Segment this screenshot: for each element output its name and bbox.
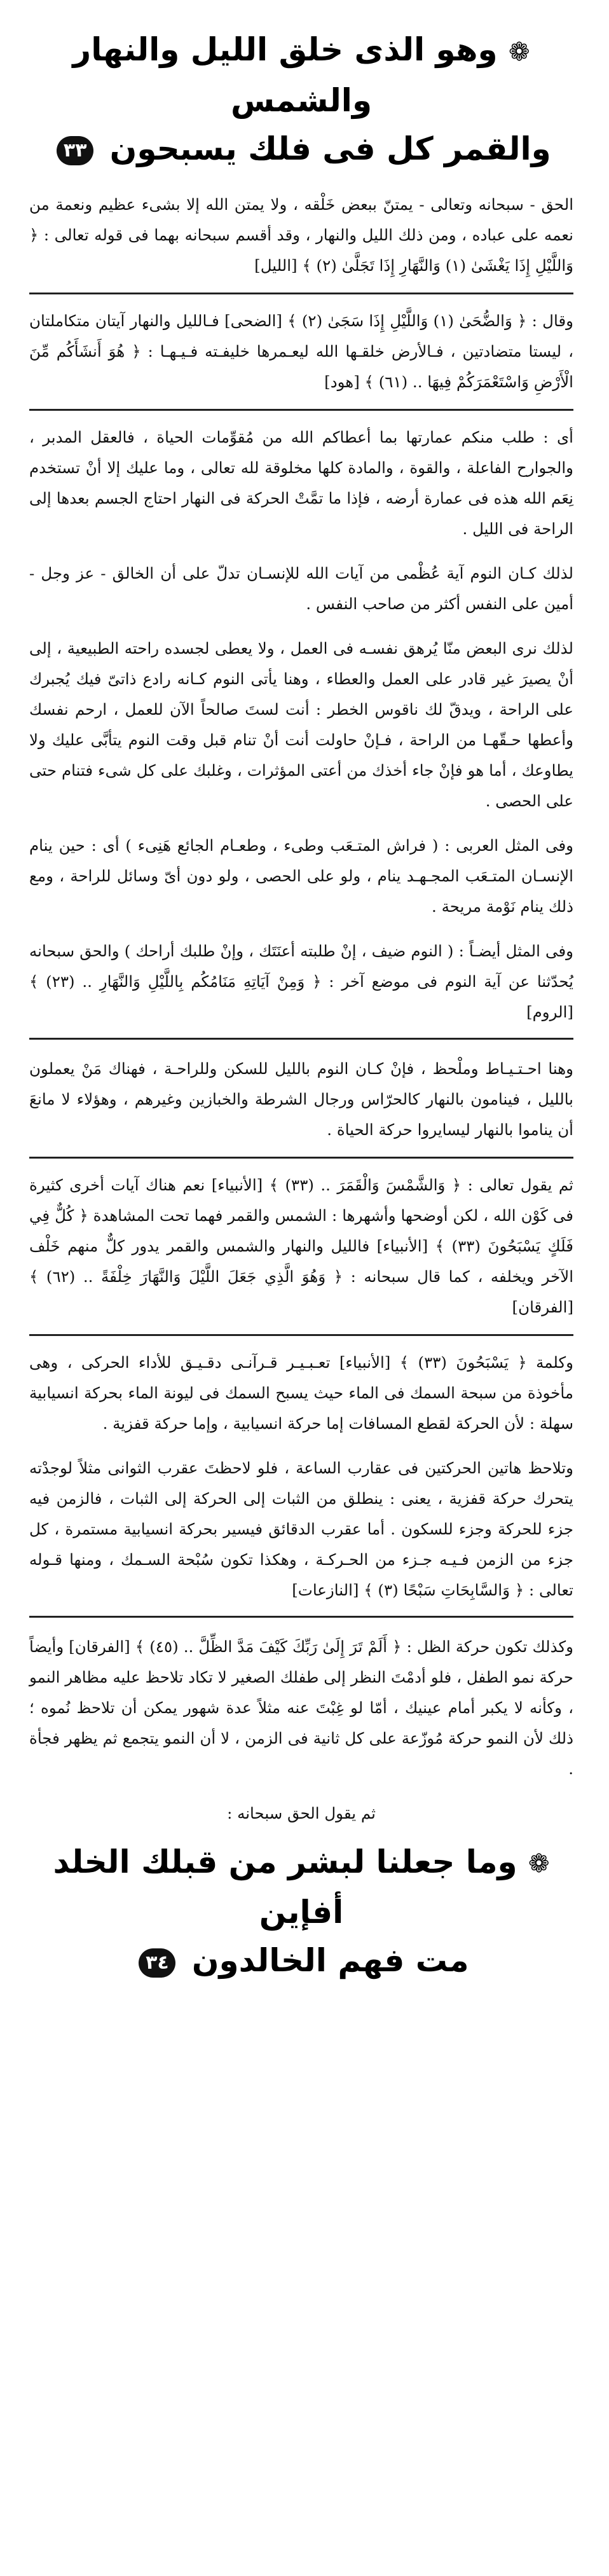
- footer-verse-text-2: مت فهم الخالدون: [191, 1942, 469, 1979]
- paragraph: لذلك نرى البعض منّا يُرهق نفسـه فى العمل ، ولا يعطى لجسده راحته الطبيعية ، إلى أنْ يصيرَ غير قادر على العمل والعطاء ، وهنا يأتى النوم كـانه رادع ذاتىّ فيك يُجبرك على الراحة ، ويدقّ لك ناقوس الخطر : أنت لستَ صالحاً الآن للعمل ، ارحم نفسك وأعطها حـقّهـا من الراحة ، فـإنْ حاولت أنت أنْ تنام قبل وقت النوم يتأبَّى عليك ولا يطاوعك ، أما هو فإنْ جاء أخذك من أعتى المؤثرات ، وغلبك على كل شىء فتنام حتى على الحصى .: [29, 638, 573, 810]
- paragraph: لذلك كـان النوم آية عُظْمى من آيات الله للإنسـان تدلّ على أن الخالق - عز وجل - أمين على النفس أكثر من صاحب النفس .: [29, 563, 573, 613]
- header-verse-line-1: [29, 25, 573, 125]
- paragraph: ثم يقول تعالى : ﴿ وَالشَّمْسَ وَالْقَمَرَ .. (٣٣) ﴾ [الأنبياء] نعم هناك آيات أخرى كثيرة فى كَوْن الله ، لكن أوضحها وأشهرها : الشمس والقمر فهما تحت المشاهدة ﴿ كُلٌّ فِي فَلَكٍ يَسْبَحُونَ (٣٣) ﴾ [الأنبياء] فالليل والنهار والشمس والقمر يدور كلٌّ منهم خَلْف الآخر ويخلفه ، كما قال سبحانه : ﴿ وَهُوَ الَّذِي جَعَلَ اللَّيْلَ وَالنَّهَارَ خِلْفَةً .. (٦٢) ﴾ [الفرقان]: [29, 1157, 573, 1323]
- ornament-icon: ❁: [528, 1849, 550, 1878]
- header-verse: [29, 25, 573, 173]
- paragraph: الحق - سبحانه وتعالى - يمتنّ ببعض خَلْقه ، ولا يمتن الله إلا بشىء عظيم ونعمة من نعمه على عباده ، ومن ذلك الليل والنهار ، وقد أقسم سبحانه بهما فى قوله تعالى : ﴿ وَاللَّيْلِ إِذَا يَغْشَىٰ (١) وَالنَّهَارِ إِذَا تَجَلَّىٰ (٢) ﴾ [الليل]: [29, 195, 573, 275]
- paragraph: وفى المثل أيضـاً : ( النوم ضيف ، إنْ طلبته أعنَتَك ، وإنْ طلبك أراحك ) والحق سبحانه يُحدّثنا عن آية النوم فى موضع آخر : ﴿ وَمِنْ آيَاتِهِ مَنَامُكُم بِاللَّيْلِ وَالنَّهَارِ .. (٢٣) ﴾ [الروم]: [29, 936, 573, 1040]
- ayah-number-badge: ٣٣: [57, 136, 93, 165]
- paragraph: وكذلك تكون حركة الظل : ﴿ أَلَمْ تَرَ إِلَىٰ رَبِّكَ كَيْفَ مَدَّ الظِّلَّ .. (٤٥) ﴾ [الفرقان] وأيضاً حركة نمو الطفل ، فلو أدمْتَ النظر إلى طفلك الصغير لا تكاد تلاحظ عليه مظاهر النمو ، وكأنه لا يكبر أمام عينيك ، أمّا لو غِبْتَ عنه مثلاً عدة شهور يمكن أن تلاحظ نُموه ؛ ذلك لأن النمو حركة مُوزّعة على كل ثانية فى الزمن ، لا أن النمو يتجمع ثم يظهر فجأة .: [29, 1637, 573, 1778]
- footer-verse-line-2: [29, 1936, 573, 1985]
- ornament-icon: ❁: [509, 37, 530, 67]
- footer-verse-line-1: [29, 1838, 573, 1937]
- closing-line: ثم يقول الحق سبحانه :: [227, 1803, 376, 1822]
- ayah-number-badge: ٣٤: [139, 1948, 175, 1978]
- paragraph: وكلمة ﴿ يَسْبَحُونَ (٣٣) ﴾ [الأنبياء] تعـبـيـر قـرآنـى دقـيـق للأداء الحركى ، وهى مأخوذة من سبحة السمك فى الماء حيث يسبح السمك فى ليونة الماء بحركة انسيابية سهلة : لأن الحركة لقطع المسافات إما حركة انسيابية ، وإما حركة قفزية .: [29, 1334, 573, 1439]
- header-verse-text-1: وهو الذى خلق الليل والنهار والشمس: [72, 31, 498, 119]
- header-verse-line-2: [29, 125, 573, 173]
- paragraph: وتلاحظ هاتين الحركتين فى عقارب الساعة ، فلو لاحظتَ عقرب الثوانى مثلاً لوجدْته يتحرك حركة قفزية ، يعنى : ينطلق من الثبات إلى الحركة إلى الثبات ، فالزمن فيه جزء للحركة وجزء للسكون . أما عقرب الدقائق فيسير بحركة انسيابية مستمرة ، كل جزء من الزمن فـيـه جـزء من الحـركـة ، وهكذا تكون سُبْحة السـمك ، ومنها قـوله تعالى : ﴿ وَالسَّابِحَاتِ سَبْحًا (٣) ﴾ [النازعات]: [29, 1453, 573, 1618]
- header-verse-text-2: والقمر كل فى فلك يسبحون: [109, 130, 551, 167]
- paragraph: أى : طلب منكم عمارتها بما أعطاكم الله من مُقوِّمات الحياة ، فالعقل المدبر ، والجوارح الفاعلة ، والقوة ، والمادة كلها مخلوقة لله تعالى ، وما عليك إلا أنْ تستخدم نِعَم الله هذه فى عمارة أرضه ، فإذا ما تمَّتْ الحركة فى النهار احتاج الجسم بعدها إلى الراحة فى الليل .: [29, 409, 573, 544]
- footer-verse-text-1: وما جعلنا لبشر من قبلك الخلد أفإين: [53, 1843, 517, 1931]
- paragraph: وقال : ﴿ وَالضُّحَىٰ (١) وَاللَّيْلِ إِذَا سَجَىٰ (٢) ﴾ [الضحى] فـالليل والنهار آيتان متكاملتان ، ليستا متضادتين ، فـالأرض خلقـها الله ليعـمرها خليفـته فـيـهـا : ﴿ هُوَ أَنشَأَكُم مِّنَ الْأَرْضِ وَاسْتَعْمَرَكُمْ فِيهَا .. (٦١) ﴾ [هود]: [29, 293, 573, 397]
- paragraph: وهنا احـتـيـاط وملْحظ ، فإنْ كـان النوم بالليل للسكن وللراحـة ، فهناك مَنْ يعملون بالليل ، فينامون بالنهار كالحرّاس ورجال الشرطة والخبازين وغيرهم ، وهؤلاء لا مانعَ أن يناموا بالنهار ليسايروا حركة الحياة .: [29, 1059, 573, 1139]
- footer-verse: [29, 1838, 573, 1985]
- paragraph: وفى المثل العربى : ( فراش المتـعَب وطىء ، وطعـام الجائع هَنِىء ) أى : حين ينام الإنسـان المتـعَب المجـهـد ينام ، ولو على الحصى ، ولو دون أىّ وسائل للراحة ، ومع ذلك ينام نَوْمة مريحة .: [29, 836, 573, 916]
